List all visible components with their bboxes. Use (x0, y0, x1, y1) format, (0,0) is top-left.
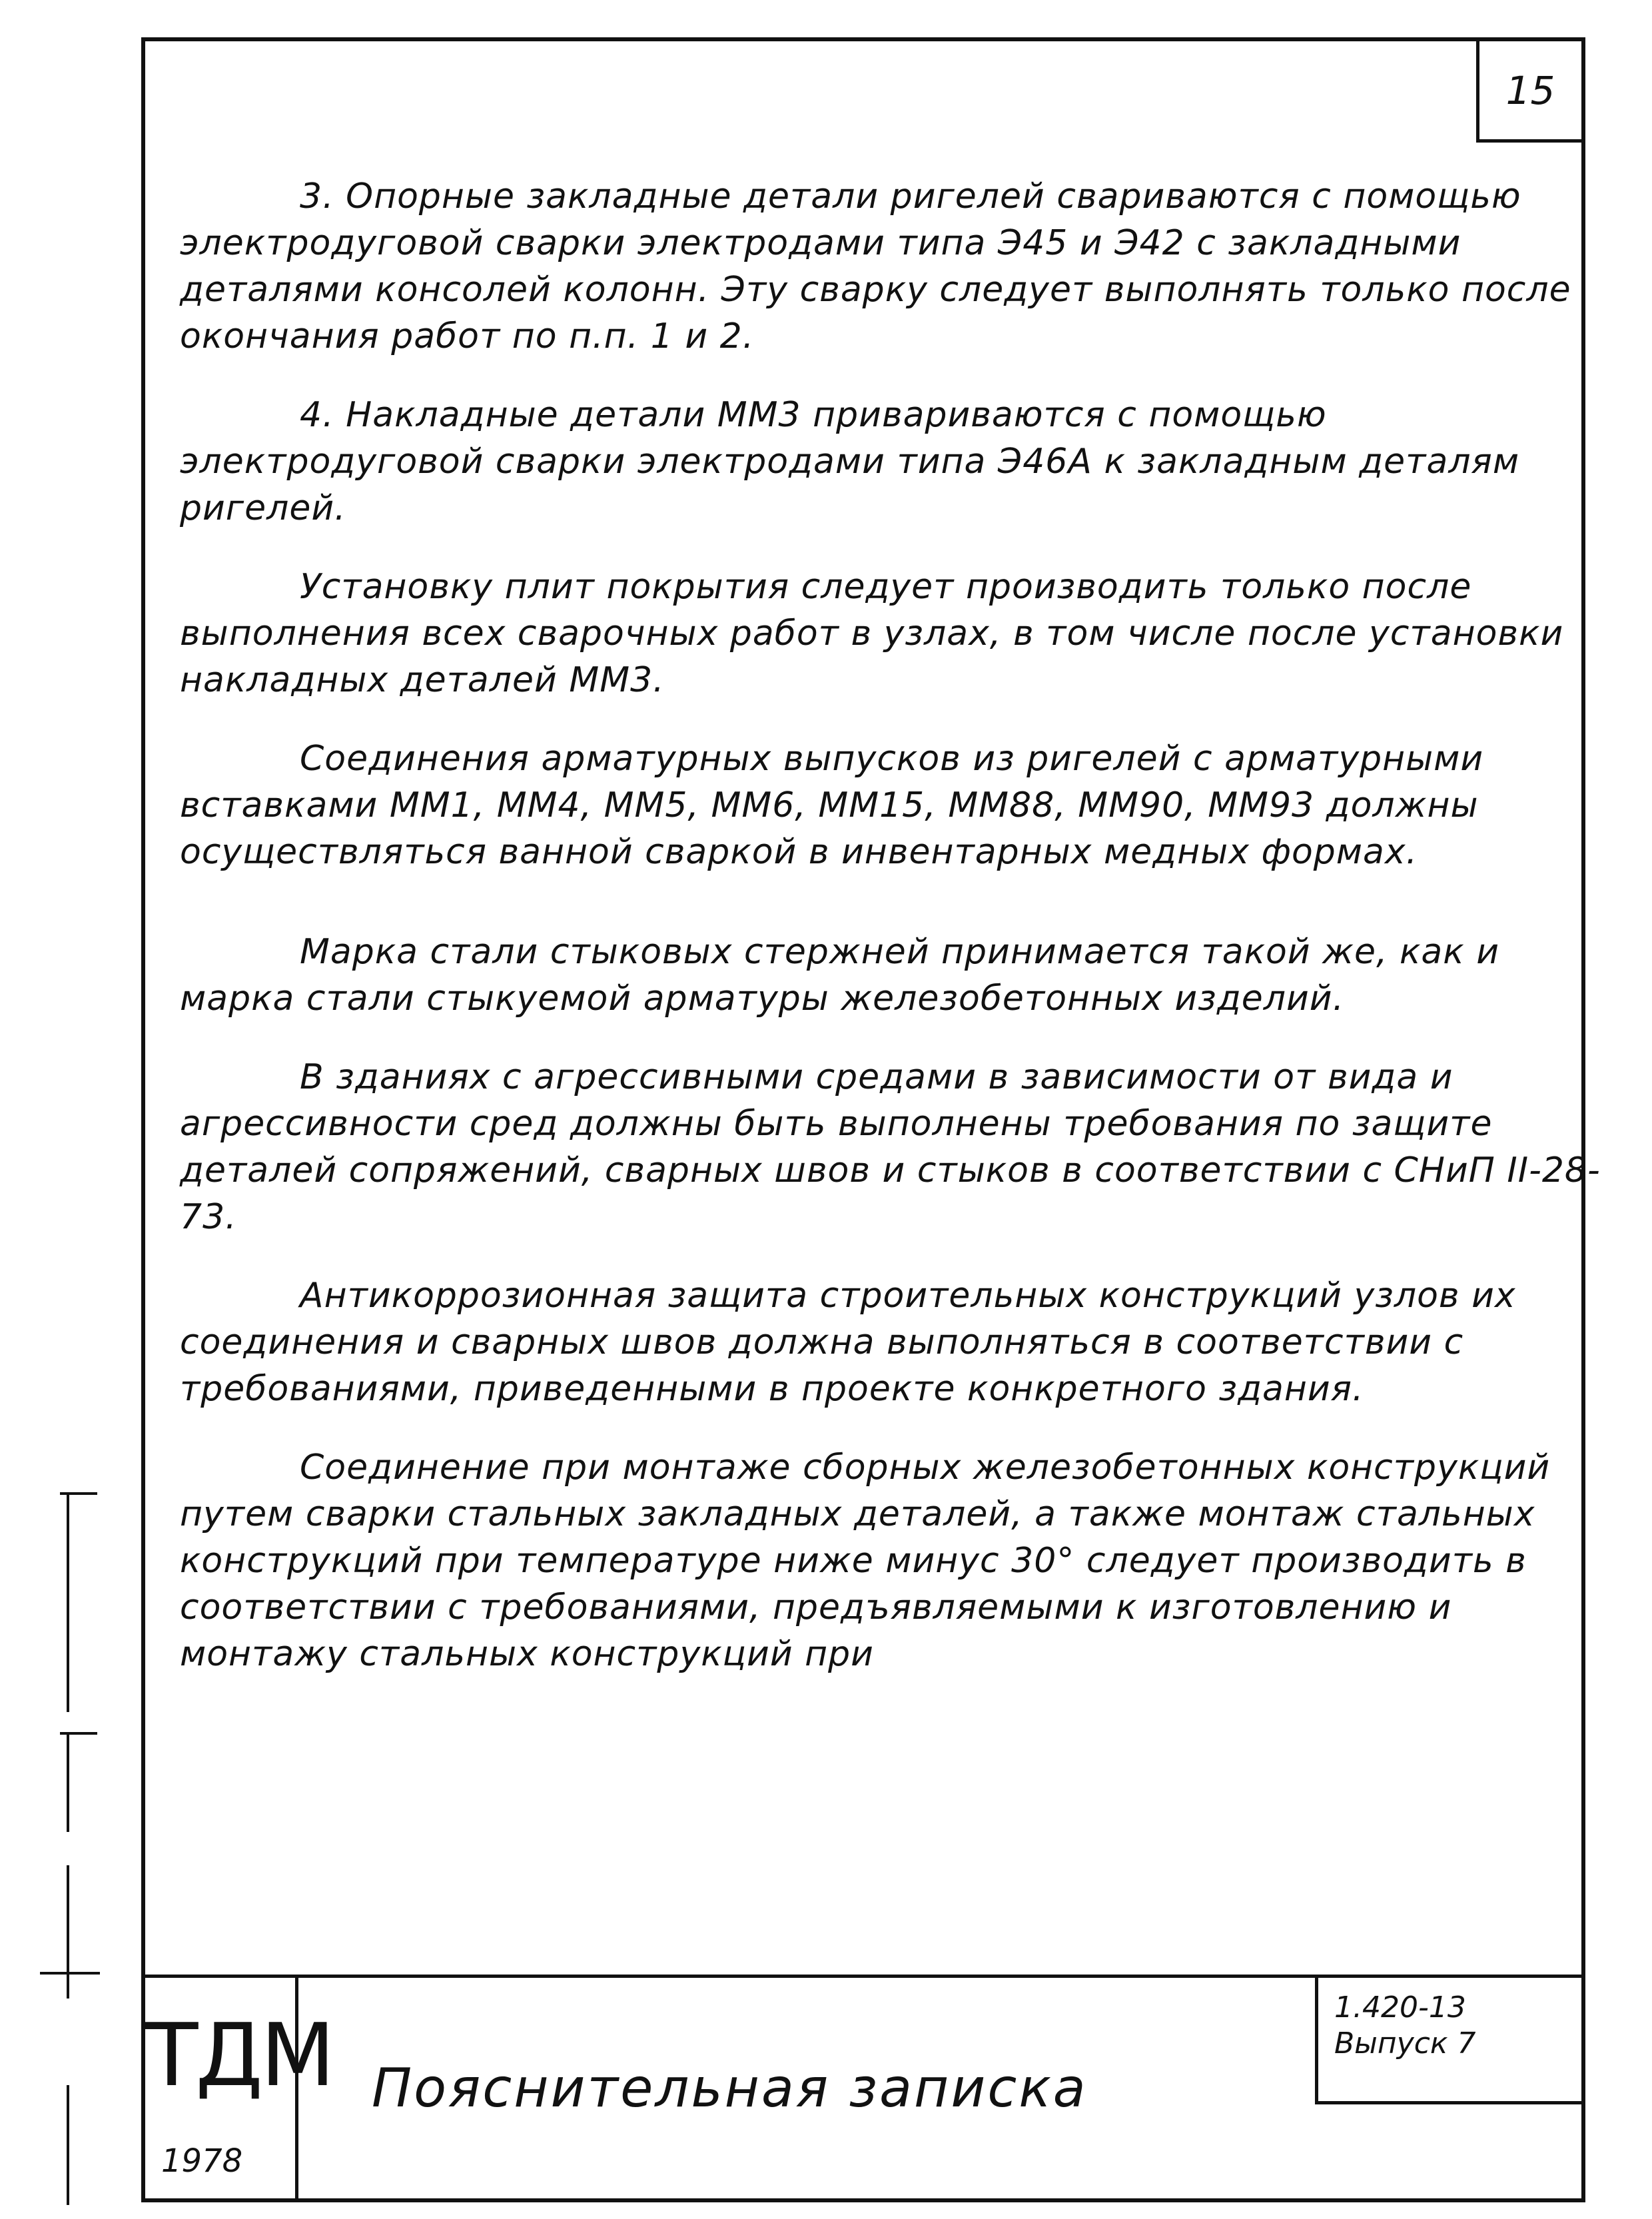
binding-mark (67, 1732, 69, 1832)
page-number: 15 (1476, 41, 1581, 143)
organization-logo: ТДМ (145, 2004, 333, 2106)
paragraph: Установку плит покрытия следует производить только после выполнения всех сварочных работ в узлах, в том числе после установки накладных деталей ММ3. (180, 567, 1564, 700)
binding-mark (67, 1865, 69, 1998)
binding-mark (67, 1492, 69, 1712)
explanatory-text (180, 173, 1625, 1919)
title-block-logo-cell (145, 1978, 333, 2198)
paragraph: Марка стали стыковых стержней принимается такой же, как и марка стали стыкуемой арматуры железобетонных изделий. (180, 932, 1500, 1019)
issue-number: Выпуск 7 (1334, 2026, 1476, 2060)
document-code (1315, 1978, 1581, 2104)
series-code: 1.420-13 (1334, 1991, 1466, 2024)
paragraph: В зданиях с агрессивными средами в зависимости от вида и агрессивности сред должны быть выполнены требования по защите деталей сопряжений, сварных швов и стыков в соответствии с СНиП II-28-73. (180, 1057, 1601, 1237)
paragraph: 3. Опорные закладные детали ригелей свариваются с помощью электродуговой сварки электродами типа Э45 и Э42 с закладными деталями консолей колонн. Эту сварку следует выполнять только после окончания работ по п.п. 1 и 2. (180, 177, 1571, 356)
binding-mark (67, 2085, 69, 2205)
paragraph: 4. Накладные детали ММ3 привариваются с помощью электродуговой сварки электродами типа Э46А к закладным деталям ригелей. (180, 395, 1520, 528)
paragraph: Соединения арматурных выпусков из ригелей с арматурными вставками ММ1, ММ4, ММ5, ММ6, ММ15, ММ88, ММ90, ММ93 должны осуществляться ванной сваркой в инвентарных медных формах. (180, 739, 1484, 872)
paragraph: Антикоррозионная защита строительных конструкций узлов их соединения и сварных швов должна выполняться в соответствии с требованиями, приведенными в проекте конкретного здания. (180, 1276, 1516, 1409)
title-block (145, 1975, 1581, 2198)
binding-mark (60, 1732, 97, 1735)
binding-mark (60, 1492, 97, 1495)
document-title: Пояснительная записка (372, 2057, 1088, 2119)
binding-mark (40, 1972, 100, 1975)
year: 1978 (161, 2142, 243, 2180)
paragraph: Соединение при монтаже сборных железобетонных конструкций путем сварки стальных закладных деталей, а также монтаж стальных конструкций при температуре ниже минус 30° следует производить в соответствии с требованиями, предъявляемыми к изготовлению и монтажу стальных конструкций при (180, 1448, 1551, 1674)
